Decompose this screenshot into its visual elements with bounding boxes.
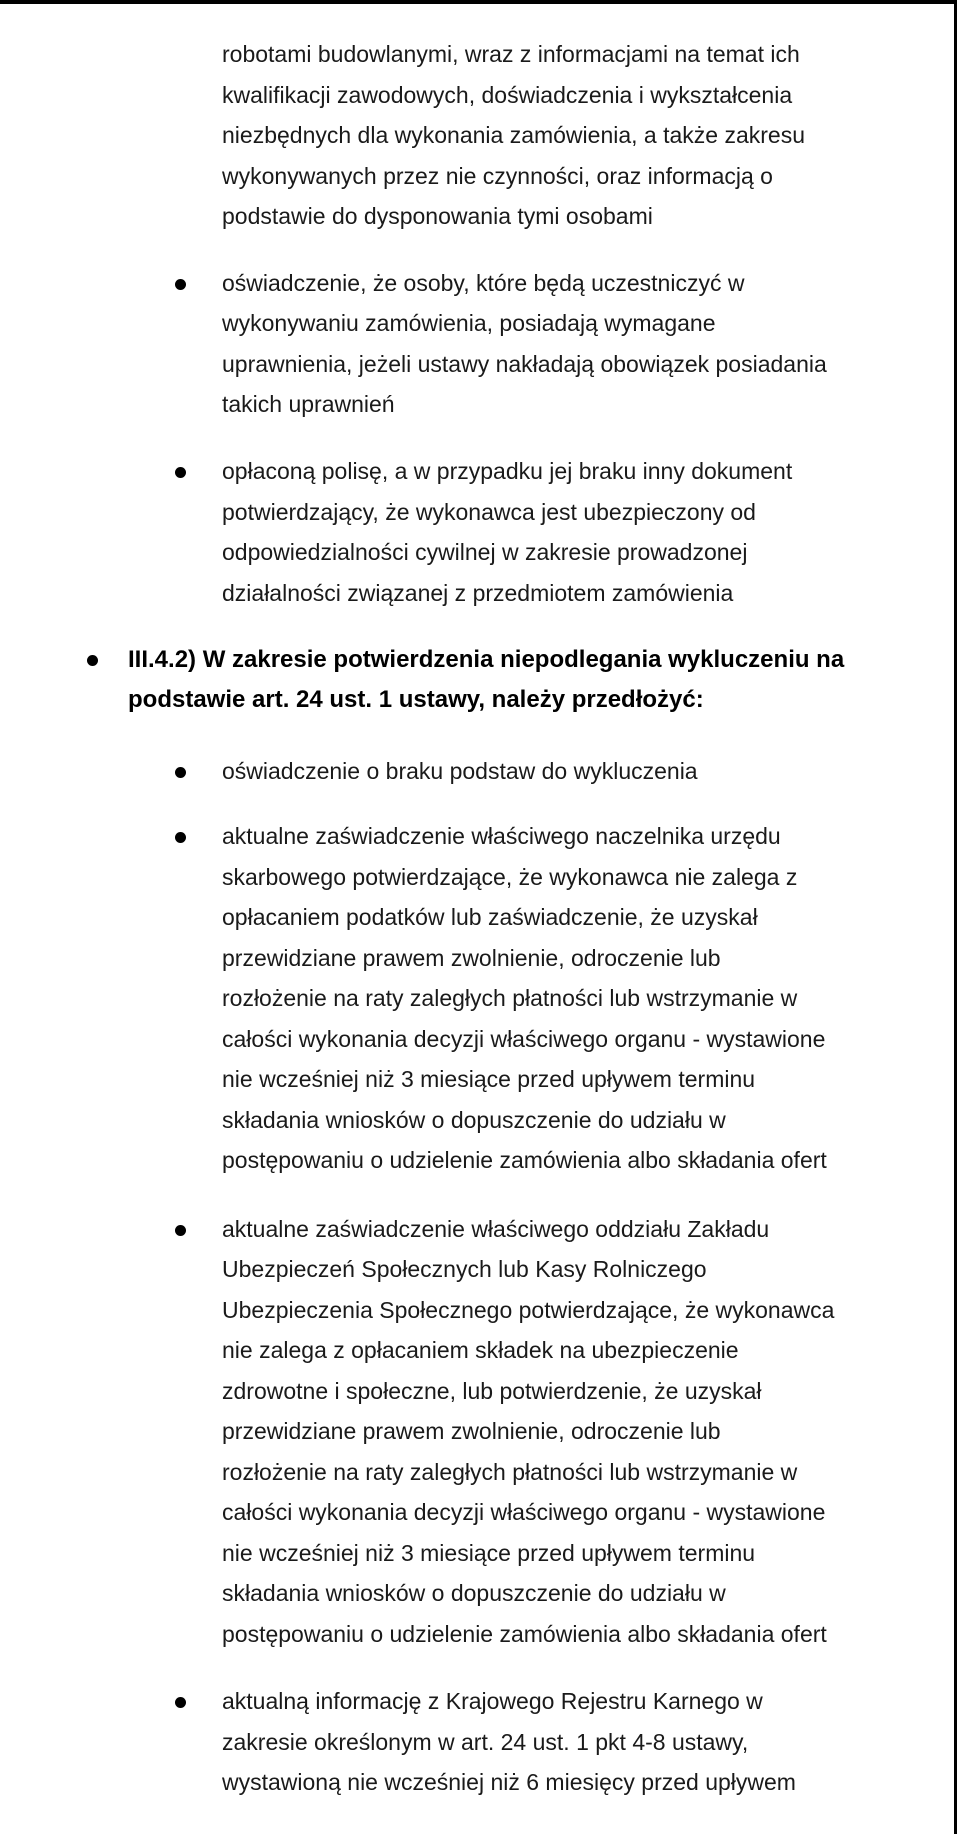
list-item-line: skarbowego potwierdzające, że wykonawca nie zalega z <box>222 864 798 890</box>
intro-line: kwalifikacji zawodowych, doświadczenia i wykształcenia <box>222 82 793 108</box>
list-item-line: całości wykonania decyzji właściwego organu - wystawione <box>222 1026 826 1052</box>
list-item-line: nie zalega z opłacaniem składek na ubezpieczenie <box>222 1337 739 1363</box>
list-item-line: odpowiedzialności cywilnej w zakresie prowadzonej <box>222 539 748 565</box>
list-item-line: rozłożenie na raty zaległych płatności lub wstrzymanie w <box>222 985 798 1011</box>
section-heading: III.4.2) W zakresie potwierdzenia niepodlegania wykluczeniu na <box>128 646 845 673</box>
list-item-line: zdrowotne i społeczne, lub potwierdzenie, że uzyskał <box>222 1378 762 1404</box>
bullet-icon <box>175 767 186 778</box>
list-item-line: Ubezpieczeń Społecznych lub Kasy Rolniczego <box>222 1256 707 1282</box>
bullet-icon <box>175 467 186 478</box>
list-item-line: rozłożenie na raty zaległych płatności lub wstrzymanie w <box>222 1459 798 1485</box>
list-item-line: działalności związanej z przedmiotem zamówienia <box>222 580 734 606</box>
list-item-line: aktualną informację z Krajowego Rejestru Karnego w <box>222 1688 763 1714</box>
intro-line: robotami budowlanymi, wraz z informacjami na temat ich <box>222 41 800 67</box>
list-item-line: aktualne zaświadczenie właściwego naczelnika urzędu <box>222 823 781 849</box>
list-item-line: postępowaniu o udzielenie zamówienia albo składania ofert <box>222 1621 827 1647</box>
list-item-line: składania wniosków o dopuszczenie do udziału w <box>222 1580 726 1606</box>
list-item-line: wykonywaniu zamówienia, posiadają wymagane <box>222 310 716 336</box>
bullet-icon <box>87 655 98 666</box>
list-item-line: opłaconą polisę, a w przypadku jej braku inny dokument <box>222 458 793 484</box>
list-item-line: przewidziane prawem zwolnienie, odroczenie lub <box>222 1418 721 1444</box>
list-item-line: oświadczenie, że osoby, które będą uczestniczyć w <box>222 270 745 296</box>
list-item-line: przewidziane prawem zwolnienie, odroczenie lub <box>222 945 721 971</box>
bullet-icon <box>175 279 186 290</box>
section-heading: podstawie art. 24 ust. 1 ustawy, należy przedłożyć: <box>128 686 704 713</box>
bullet-icon <box>175 1225 186 1236</box>
bullet-icon <box>175 832 186 843</box>
list-item-line: wystawioną nie wcześniej niż 6 miesięcy przed upływem <box>222 1769 796 1795</box>
intro-line: wykonywanych przez nie czynności, oraz informacją o <box>222 163 773 189</box>
bullet-icon <box>175 1697 186 1708</box>
intro-line: niezbędnych dla wykonania zamówienia, a także zakresu <box>222 122 805 148</box>
list-item-line: potwierdzający, że wykonawca jest ubezpieczony od <box>222 499 756 525</box>
list-item-line: uprawnienia, jeżeli ustawy nakładają obowiązek posiadania <box>222 351 827 377</box>
list-item-line: Ubezpieczenia Społecznego potwierdzające, że wykonawca <box>222 1297 835 1323</box>
list-item-line: aktualne zaświadczenie właściwego oddziału Zakładu <box>222 1216 770 1242</box>
page-border-right <box>954 0 957 1834</box>
intro-line: podstawie do dysponowania tymi osobami <box>222 203 653 229</box>
list-item-line: składania wniosków o dopuszczenie do udziału w <box>222 1107 726 1133</box>
list-item-line: nie wcześniej niż 3 miesiące przed upływem terminu <box>222 1540 756 1566</box>
list-item-line: całości wykonania decyzji właściwego organu - wystawione <box>222 1499 826 1525</box>
list-item-line: takich uprawnień <box>222 391 395 417</box>
list-item-line: nie wcześniej niż 3 miesiące przed upływem terminu <box>222 1066 756 1092</box>
list-item-line: opłacaniem podatków lub zaświadczenie, że uzyskał <box>222 904 758 930</box>
list-item-line: oświadczenie o braku podstaw do wykluczenia <box>222 758 698 784</box>
list-item-line: zakresie określonym w art. 24 ust. 1 pkt 4-8 ustawy, <box>222 1729 749 1755</box>
list-item-line: postępowaniu o udzielenie zamówienia albo składania ofert <box>222 1147 827 1173</box>
